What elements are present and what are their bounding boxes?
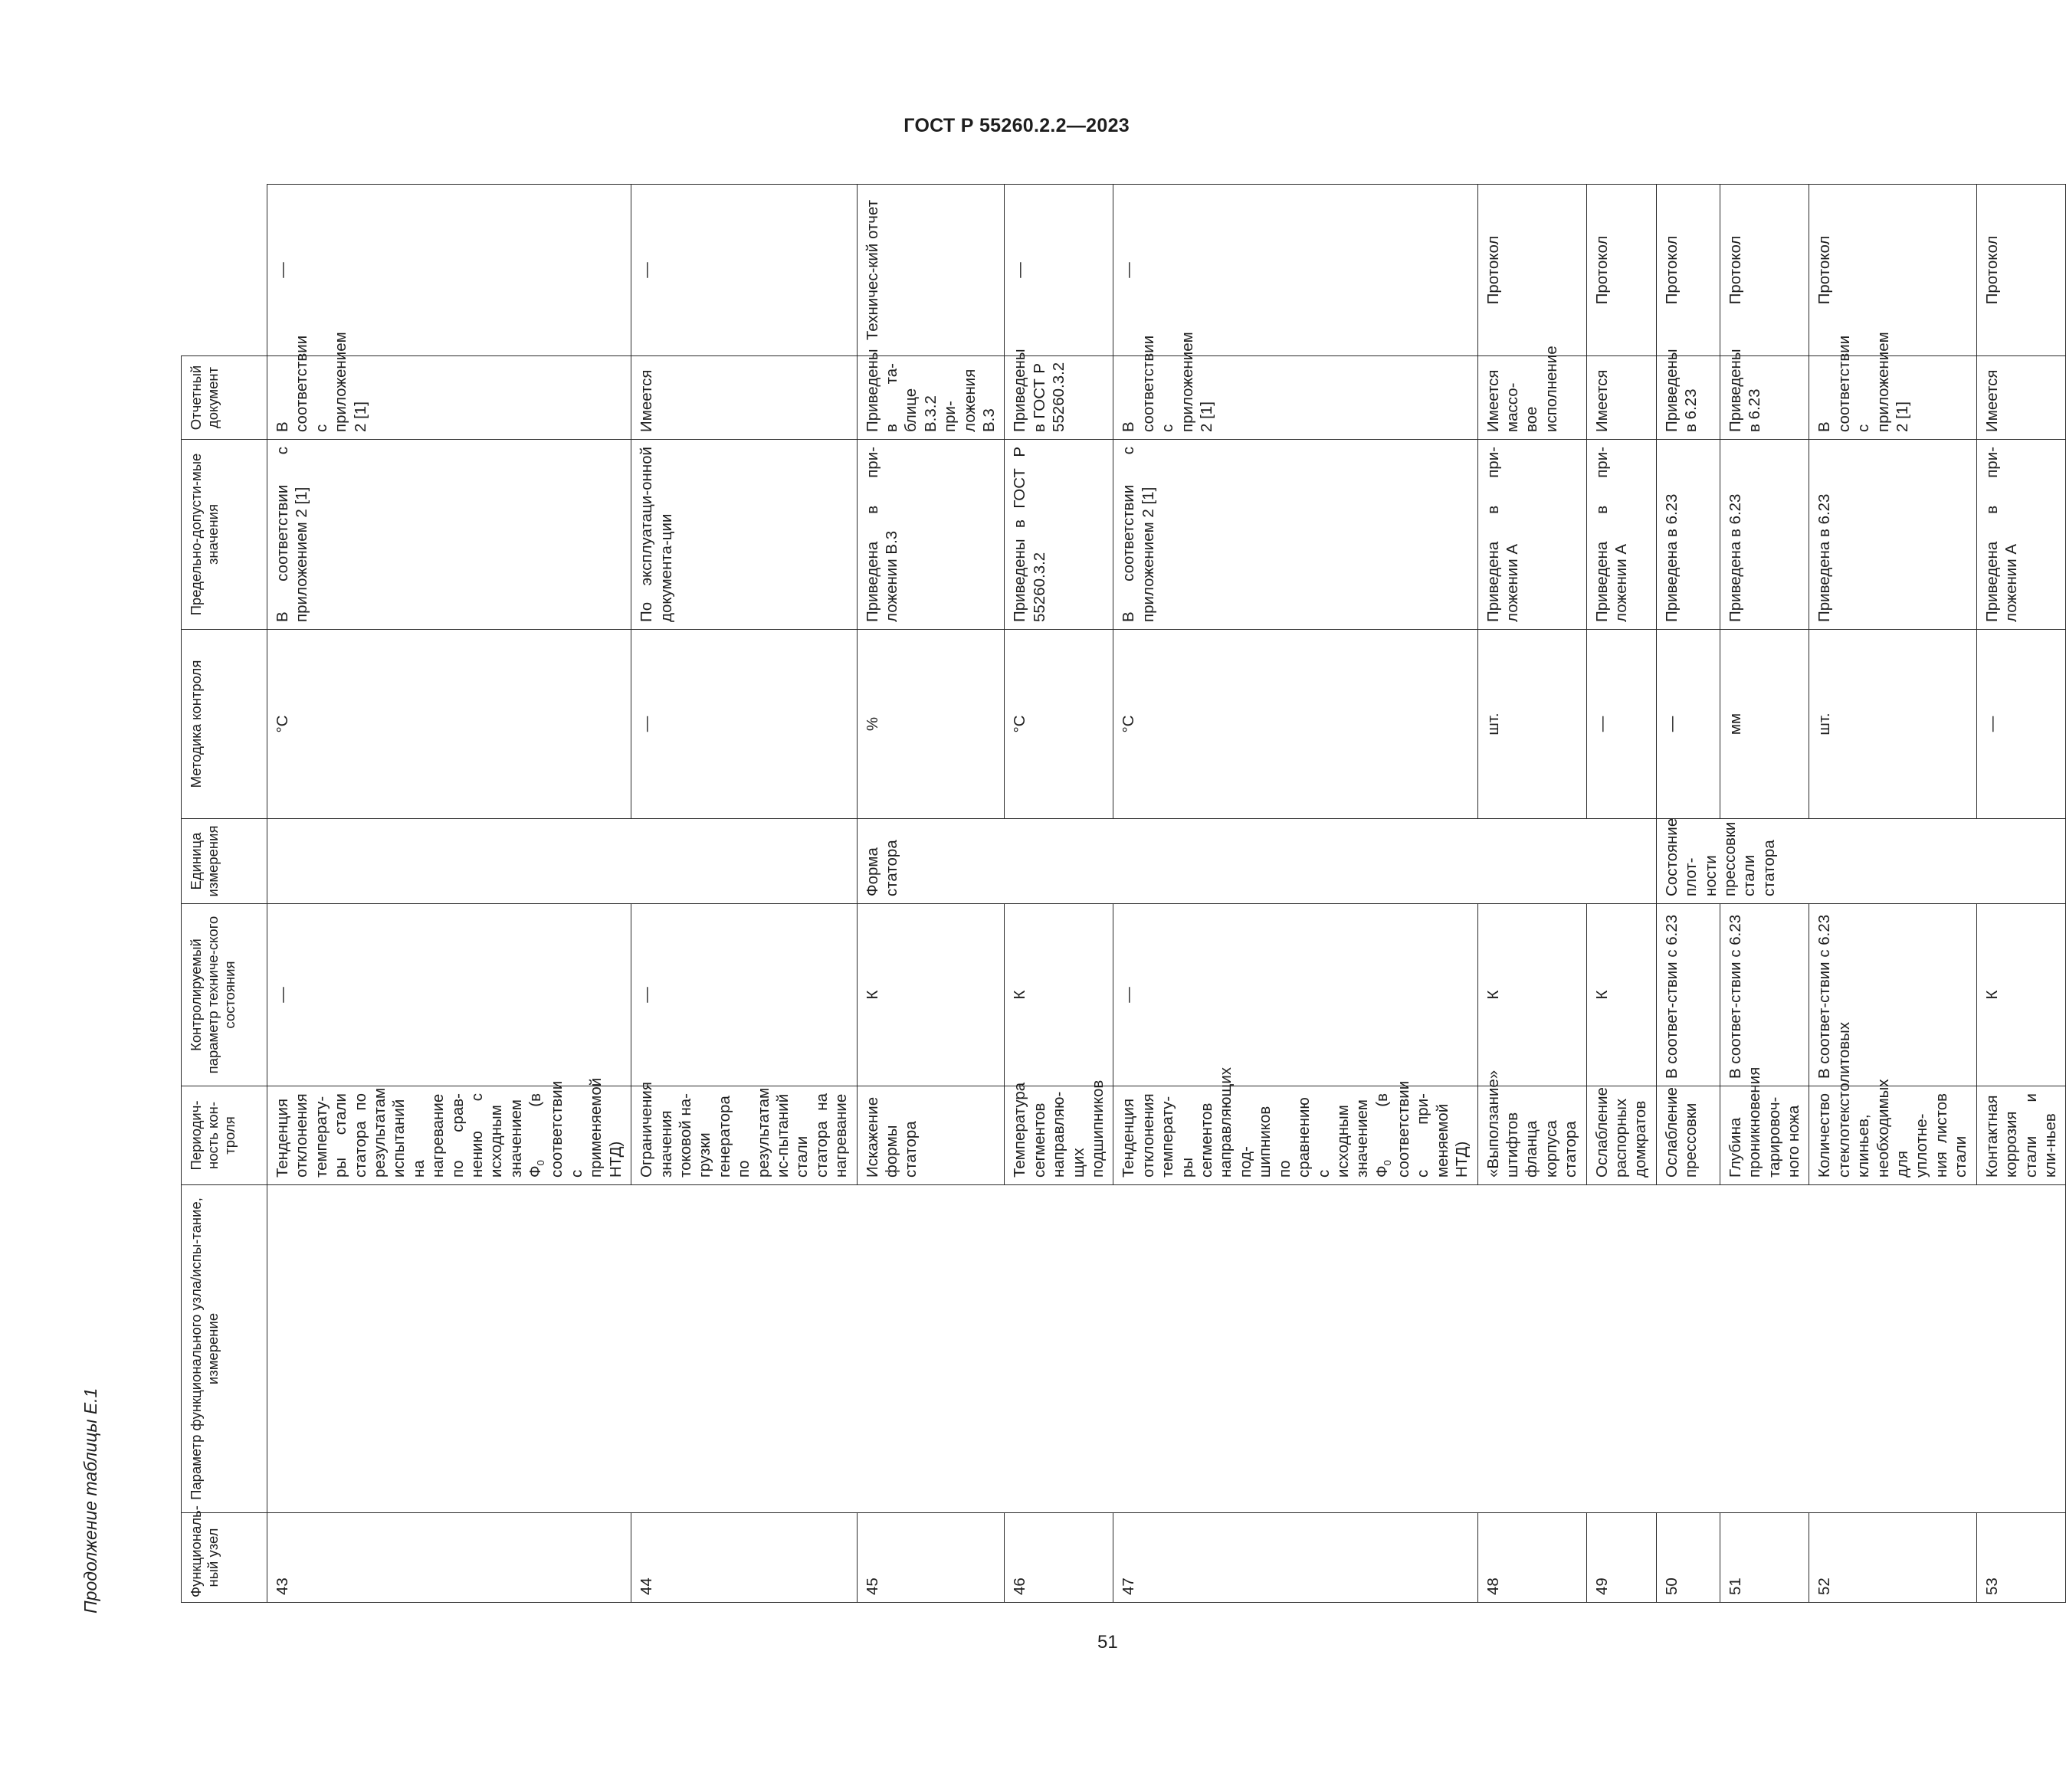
unit-cell: —: [1656, 630, 1720, 819]
row-number: 45: [857, 1513, 1005, 1603]
unit-cell: °С: [267, 630, 631, 819]
report-cell: Протокол: [1477, 185, 1586, 356]
method-cell: Приведена в при-ложении А: [1477, 440, 1586, 630]
parameter-cell: «Выползание» штифтов фланца корпуса статора: [1477, 1086, 1586, 1185]
parameter-cell: Тенденция отклонения температу-ры стали статора по результатам испытаний на нагревание по срав-нению с исходным значением $Ф_0$ (в соответствии с применяемой НТД): [267, 1086, 631, 1185]
limit-cell: Приведены в 6.23: [1720, 356, 1809, 440]
state-parameter-cell: Форма статора: [857, 819, 1656, 904]
col-header-periodicity: Периодич-ность кон-троля: [182, 1086, 267, 1185]
row-number: 47: [1113, 1513, 1477, 1603]
method-cell: Приведена в при-ложении А: [1976, 440, 2066, 630]
page-number: 51: [1097, 1632, 1118, 1653]
periodicity-cell: —: [1113, 904, 1477, 1086]
limit-cell: В соответствии с приложением 2 [1]: [1809, 356, 1976, 440]
row-number: 44: [631, 1513, 857, 1603]
report-cell: —: [1113, 185, 1477, 356]
parameter-cell: Ослабление распорных домкратов: [1586, 1086, 1656, 1185]
periodicity-cell: В соответ-ствии с 6.23: [1809, 904, 1976, 1086]
report-cell: —: [1005, 185, 1113, 356]
report-cell: —: [267, 185, 631, 356]
report-cell: Протокол: [1656, 185, 1720, 356]
periodicity-cell: —: [631, 904, 857, 1086]
limit-cell: Имеется: [631, 356, 857, 440]
report-cell: —: [631, 185, 857, 356]
parameter-cell: Глубина проникновения тарировоч-ного ножа: [1720, 1086, 1809, 1185]
parameters-table: [181, 184, 2066, 1603]
limit-cell: В соответствии с приложением 2 [1]: [1113, 356, 1477, 440]
col-header-method: Методика контроля: [182, 630, 267, 819]
table-header-row: [182, 185, 267, 1603]
parameter-cell: Температура сегментов направляю-щих подшипников: [1005, 1086, 1113, 1185]
method-cell: Приведена в при-ложении А: [1586, 440, 1656, 630]
row-number: 46: [1005, 1513, 1113, 1603]
row-number: 43: [267, 1513, 631, 1603]
parameter-cell: Контактная коррозия стали и кли-ньев: [1976, 1086, 2066, 1185]
col-header-functional-unit: Функциональ-ный узел: [182, 1513, 267, 1603]
col-header-unit: Единица измерения: [182, 819, 267, 904]
row-number: 53: [1976, 1513, 2066, 1603]
periodicity-cell: К: [1976, 904, 2066, 1086]
periodicity-cell: К: [1586, 904, 1656, 1086]
unit-cell: °С: [1113, 630, 1477, 819]
report-cell: Протокол: [1809, 185, 1976, 356]
unit-cell: —: [631, 630, 857, 819]
periodicity-cell: В соответ-ствии с 6.23: [1656, 904, 1720, 1086]
unit-cell: шт.: [1809, 630, 1976, 819]
periodicity-cell: К: [1477, 904, 1586, 1086]
limit-cell: Приведены в 6.23: [1656, 356, 1720, 440]
state-parameter-cell: [267, 819, 858, 904]
method-cell: Приведена в 6.23: [1809, 440, 1976, 630]
method-cell: В соответствии с приложением 2 [1]: [267, 440, 631, 630]
periodicity-cell: К: [1005, 904, 1113, 1086]
method-cell: В соответствии с приложением 2 [1]: [1113, 440, 1477, 630]
limit-cell: Имеется: [1586, 356, 1656, 440]
col-header-state-parameter: Контролируемый параметр техниче-ского состояния: [182, 904, 267, 1086]
row-number: 49: [1586, 1513, 1656, 1603]
rotated-table-container: [181, 184, 2059, 1603]
row-number: 51: [1720, 1513, 1809, 1603]
parameter-cell: Искажение формы статора: [857, 1086, 1005, 1185]
parameter-cell: Тенденция отклонения температу-ры сегментов направляющих под-шипников по сравнению с исходным значением $Ф_0$ (в соответствии с при-меняемой НТД): [1113, 1086, 1477, 1185]
table-row: [267, 185, 631, 1603]
report-cell: Протокол: [1976, 185, 2066, 356]
row-number: 52: [1809, 1513, 1976, 1603]
limit-cell: Приведены в ГОСТ Р 55260.3.2: [1005, 356, 1113, 440]
limit-cell: В соответствии с приложением 2 [1]: [267, 356, 631, 440]
report-cell: Протокол: [1586, 185, 1656, 356]
periodicity-cell: —: [267, 904, 631, 1086]
unit-cell: шт.: [1477, 630, 1586, 819]
limit-cell: Приведены в та-блице В.3.2 при-ложения В.3: [857, 356, 1005, 440]
row-number: 50: [1656, 1513, 1720, 1603]
table-caption: Продолжение таблицы Е.1: [80, 1387, 100, 1613]
col-header-report: Отчетный документ: [182, 356, 267, 440]
parameter-cell: Количество стеклотекстолитовых клиньев, необходимых для уплотне-ния листов стали: [1809, 1086, 1976, 1185]
row-number: 48: [1477, 1513, 1586, 1603]
unit-cell: °С: [1005, 630, 1113, 819]
parameter-cell: Ограничения значения токовой на-грузки генератора по результатам ис-пытаний стали статора на нагревание: [631, 1086, 857, 1185]
col-header-limit: Предельно-допусти-мые значения: [182, 440, 267, 630]
document-standard-header: ГОСТ Р 55260.2.2—2023: [903, 115, 1130, 136]
parameter-cell: Ослабление прессовки: [1656, 1086, 1720, 1185]
state-parameter-cell: Состояние плот-ности прессовки стали статора: [1656, 819, 2066, 904]
col-header-parameter: Параметр функционального узла/испы-тание, измерение: [182, 1185, 267, 1513]
limit-cell: Имеется массо-вое исполнение: [1477, 356, 1586, 440]
unit-cell: —: [1976, 630, 2066, 819]
functional-unit-cell: [267, 1185, 2066, 1513]
periodicity-cell: В соответ-ствии с 6.23: [1720, 904, 1809, 1086]
unit-cell: %: [857, 630, 1005, 819]
report-cell: Техничес-кий отчет: [857, 185, 1005, 356]
report-cell: Протокол: [1720, 185, 1809, 356]
periodicity-cell: К: [857, 904, 1005, 1086]
unit-cell: мм: [1720, 630, 1809, 819]
method-cell: По эксплуатаци-онной документа-ции: [631, 440, 857, 630]
method-cell: Приведена в при-ложении В.3: [857, 440, 1005, 630]
method-cell: Приведены в ГОСТ Р 55260.3.2: [1005, 440, 1113, 630]
limit-cell: Имеется: [1976, 356, 2066, 440]
method-cell: Приведена в 6.23: [1720, 440, 1809, 630]
unit-cell: —: [1586, 630, 1656, 819]
method-cell: Приведена в 6.23: [1656, 440, 1720, 630]
